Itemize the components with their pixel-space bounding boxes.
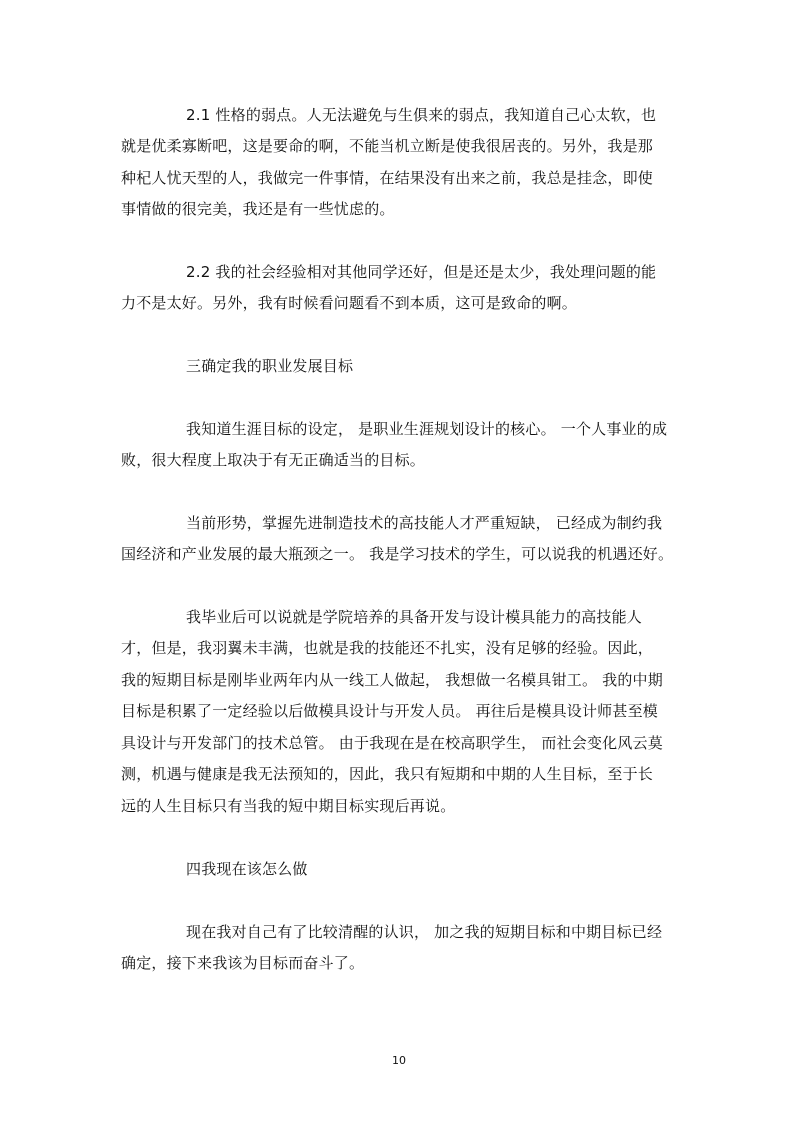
paragraph-2-line-1: 2.2 我的社会经验相对其他同学还好，但是还是太少，我处理问题的能 [186, 263, 657, 281]
page-number: 10 [392, 1054, 406, 1067]
paragraph-4-line-2: 败，很大程度上取决于有无正确适当的目标。 [121, 451, 426, 469]
section-heading-career-goals: 三确定我的职业发展目标 [186, 357, 354, 375]
paragraph-6-line-3: 我的短期目标是刚毕业两年内从一线工人做起， 我想做一名模具钳工。 我的中期 [121, 671, 663, 689]
paragraph-8-line-1: 现在我对自己有了比较清醒的认识， 加之我的短期目标和中期目标已经 [186, 923, 663, 941]
paragraph-8-line-2: 确定，接下来我该为目标而奋斗了。 [121, 954, 365, 972]
paragraph-6-line-5: 具设计与开发部门的技术总管。 由于我现在是在校高职学生， 而社会变化风云莫 [121, 734, 663, 752]
paragraph-5-line-2: 国经济和产业发展的最大瓶颈之一。 我是学习技术的学生，可以说我的机遇还好。 [121, 545, 674, 563]
paragraph-5-line-1: 当前形势，掌握先进制造技术的高技能人才严重短缺， 已经成为制约我 [186, 514, 663, 532]
paragraph-1-line-2: 就是优柔寡断吧，这是要命的啊，不能当机立断是使我很居丧的。另外，我是那 [121, 137, 654, 155]
paragraph-6-line-7: 远的人生目标只有当我的短中期目标实现后再说。 [121, 797, 456, 815]
paragraph-6-line-6: 测，机遇与健康是我无法预知的，因此，我只有短期和中期的人生目标，至于长 [121, 765, 654, 783]
paragraph-6-line-2: 才，但是，我羽翼未丰满，也就是我的技能还不扎实，没有足够的经验。因此， [121, 639, 654, 657]
paragraph-1-line-3: 种杞人忧天型的人，我做完一件事情，在结果没有出来之前，我总是挂念，即使 [121, 169, 654, 187]
paragraph-4-line-1: 我知道生涯目标的设定， 是职业生涯规划设计的核心。 一个人事业的成 [186, 420, 668, 438]
paragraph-6-line-4: 目标是积累了一定经验以后做模具设计与开发人员。 再往后是模具设计师甚至模 [121, 702, 658, 720]
paragraph-6-line-1: 我毕业后可以说就是学院培养的具备开发与设计模具能力的高技能人 [186, 608, 643, 626]
paragraph-1-line-1: 2.1 性格的弱点。人无法避免与生俱来的弱点，我知道自己心太软，也 [186, 106, 657, 124]
section-heading-what-to-do: 四我现在该怎么做 [186, 860, 308, 878]
paragraph-2-line-2: 力不是太好。另外，我有时候看问题看不到本质，这可是致命的啊。 [121, 294, 578, 312]
paragraph-1-line-4: 事情做的很完美，我还是有一些忧虑的。 [121, 200, 395, 218]
